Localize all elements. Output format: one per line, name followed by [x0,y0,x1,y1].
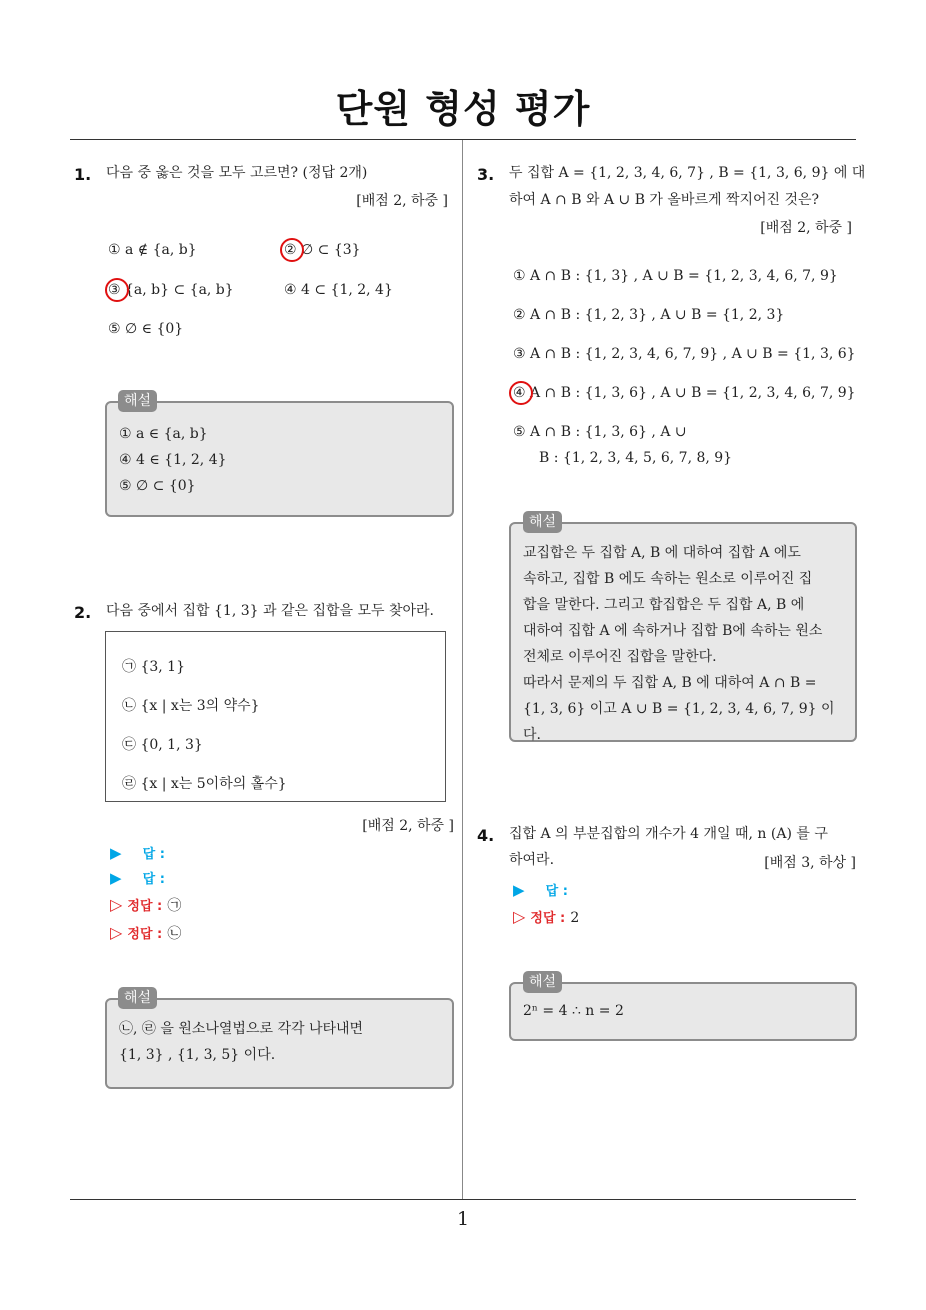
q2-box-item-3: ㉢ {0, 1, 3} [122,737,203,753]
q3-number: 3. [477,165,495,184]
q2-box-item-4: ㉣ {x | x는 5이하의 홀수} [122,776,287,792]
q3-explanation-line-4: 대하여 집합 A 에 속하거나 집합 B에 속하는 원소 [523,623,823,639]
footer-rule [70,1199,856,1200]
q2-meta: [배점 2, 하중 ] [362,818,454,834]
q1-option-3[interactable]: ③ {a, b} ⊂ {a, b} [108,282,234,298]
q4-correct-value: 2 [570,910,580,926]
q1-meta: [배점 2, 하중 ] [356,193,448,209]
q1-option-2-circle [280,238,304,262]
q1-option-1[interactable]: ① a ∉ {a, b} [108,242,197,258]
q2-correct-1-value: ㉠ [167,898,182,914]
q3-option-5-continued: B : {1, 2, 3, 4, 5, 6, 7, 8, 9} [539,450,733,466]
column-divider [462,140,463,1200]
q3-explanation-line-6: 따라서 문제의 두 집합 A, B 에 대하여 A ∩ B = [523,675,817,691]
q2-explanation-tag: 해설 [118,987,157,1009]
q1-text: 다음 중 옳은 것을 모두 고르면? (정답 2개) [106,165,368,181]
q3-option-5[interactable]: ⑤ A ∩ B : {1, 3, 6} , A ∪ [513,424,687,440]
q2-explanation-box [105,998,454,1089]
q3-explanation-tag: 해설 [523,511,562,533]
q2-correct-1-label: 정답 : [127,899,163,914]
q2-answer-line-1[interactable] [110,843,165,862]
q4-answer-marker-icon: ▶ [513,881,525,899]
q3-explanation-line-7: {1, 3, 6} 이고 A ∪ B = {1, 2, 3, 4, 6, 7, 9} 이다. [523,701,835,743]
q2-explanation-line-1: ㉡, ㉣ 을 원소나열법으로 각각 나타내면 [119,1021,364,1037]
q4-text-line-1: 집합 A 의 부분집합의 개수가 4 개일 때, n (A) 를 구 [509,826,828,842]
q3-text-line-2: 하여 A ∩ B 와 A ∪ B 가 올바르게 짝지어진 것은? [509,192,820,208]
q2-correct-2-label: 정답 : [127,927,163,942]
q4-number: 4. [477,826,495,845]
q1-explanation-box [105,401,454,517]
q2-number: 2. [74,603,92,622]
q4-text-line-2: 하여라. [509,852,555,868]
q1-option-3-circle [105,278,129,302]
q3-option-2[interactable]: ② A ∩ B : {1, 2, 3} , A ∪ B = {1, 2, 3} [513,307,785,323]
q2-correct-2-marker-icon: ▷ [110,923,123,942]
q2-box-item-2: ㉡ {x | x는 3의 약수} [122,698,260,714]
q1-explanation-line-3: ⑤ ∅ ⊂ {0} [119,478,196,494]
q3-explanation-line-3: 합을 말한다. 그리고 합집합은 두 집합 A, B 에 [523,597,805,613]
q2-answer-line-2[interactable] [110,868,165,887]
q2-correct-line-1 [110,895,181,915]
q3-explanation-line-1: 교집합은 두 집합 A, B 에 대하여 집합 A 에도 [523,545,801,561]
q2-text: 다음 중에서 집합 {1, 3} 과 같은 집합을 모두 찾아라. [106,603,435,619]
q4-explanation-text: 2ⁿ = 4 ∴ n = 2 [523,1003,624,1019]
q3-option-3[interactable]: ③ A ∩ B : {1, 2, 3, 4, 6, 7, 9} , A ∪ B = {1, 3, 6} [513,346,856,362]
page-number: 1 [456,1208,470,1230]
q1-explanation-tag: 해설 [118,390,157,412]
q3-explanation-line-5: 전체로 이루어진 집합을 말한다. [523,649,717,665]
q3-meta: [배점 2, 하중 ] [760,220,852,236]
q3-explanation-line-2: 속하고, 집합 B 에도 속하는 원소로 이루어진 집 [523,571,813,587]
q1-explanation-line-1: ① a ∈ {a, b} [119,426,208,442]
q1-option-2[interactable]: ② ∅ ⊂ {3} [284,242,361,258]
q2-answer-1-marker-icon: ▶ [110,844,122,862]
q4-correct-marker-icon: ▷ [513,907,526,926]
q4-meta: [배점 3, 하상 ] [764,855,856,871]
q3-option-1[interactable]: ① A ∩ B : {1, 3} , A ∪ B = {1, 2, 3, 4, 6, 7, 9} [513,268,838,284]
q1-explanation-line-2: ④ 4 ∈ {1, 2, 4} [119,452,227,468]
q4-correct-label: 정답 : [530,911,566,926]
header-rule [70,139,856,140]
page-title: 단원 형성 평가 [335,87,591,131]
q2-correct-1-marker-icon: ▷ [110,895,123,914]
q2-explanation-line-2: {1, 3} , {1, 3, 5} 이다. [119,1047,276,1063]
q3-option-4-circle [509,381,533,405]
q4-answer-label: 답 : [545,884,568,899]
q2-answer-2-label: 답 : [142,872,165,887]
q4-explanation-box [509,982,857,1041]
q1-option-5[interactable]: ⑤ ∅ ∈ {0} [108,321,184,337]
q4-correct-line [513,907,579,926]
q2-answer-2-marker-icon: ▶ [110,869,122,887]
q2-correct-line-2 [110,923,181,943]
q4-explanation-tag: 해설 [523,971,562,993]
q2-answer-1-label: 답 : [142,847,165,862]
q3-explanation-box [509,522,857,742]
q1-number: 1. [74,165,92,184]
q4-answer-line[interactable] [513,880,568,899]
q3-text-line-1: 두 집합 A = {1, 2, 3, 4, 6, 7} , B = {1, 3, 6, 9} 에 대 [509,165,866,181]
q2-correct-2-value: ㉡ [167,926,182,942]
q3-option-4[interactable]: ④ A ∩ B : {1, 3, 6} , A ∪ B = {1, 2, 3, 4, 6, 7, 9} [513,385,856,401]
q2-box-item-1: ㉠ {3, 1} [122,659,185,675]
q1-option-4[interactable]: ④ 4 ⊂ {1, 2, 4} [284,282,393,298]
